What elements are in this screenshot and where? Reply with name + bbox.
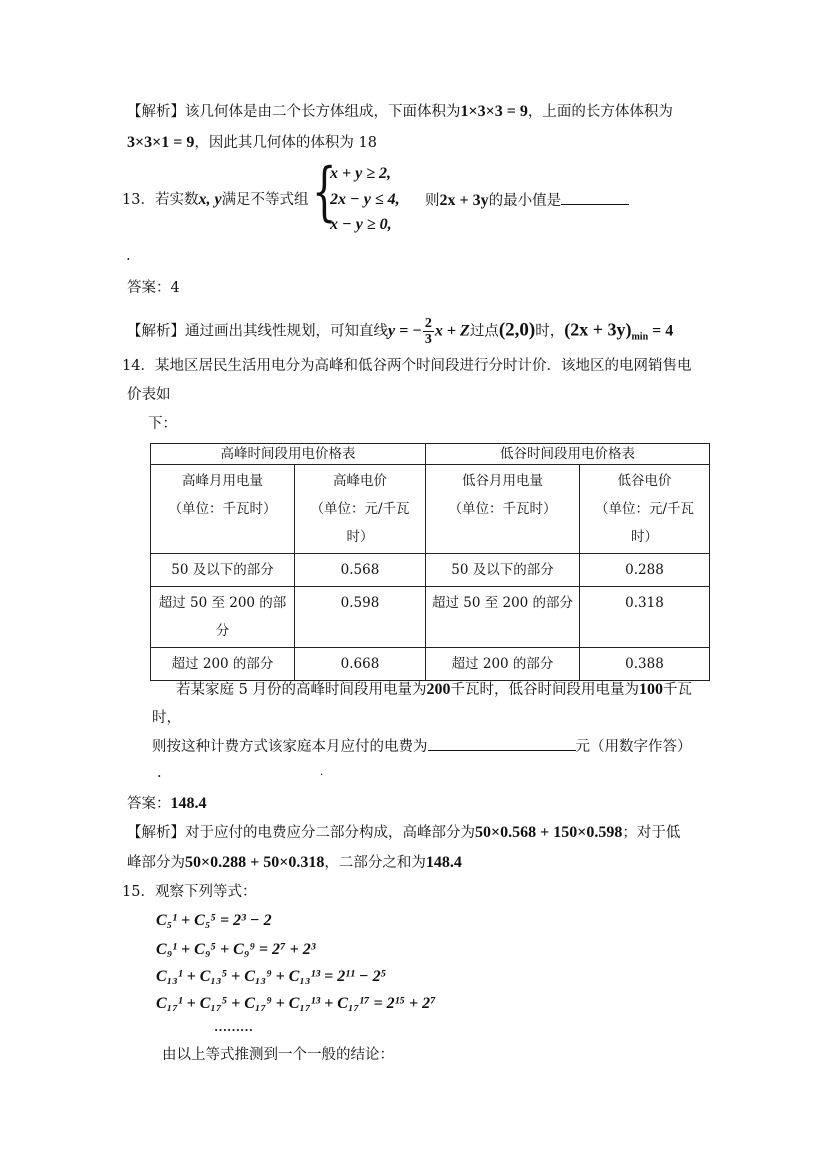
table-row bbox=[151, 587, 710, 648]
peak-price-cell: 0.568 bbox=[295, 554, 426, 587]
q13-text-d: 的最小值是 bbox=[488, 193, 562, 209]
price-table bbox=[150, 443, 710, 681]
analysis-tag: 【解析】 bbox=[127, 104, 185, 120]
q13-system-row3: x − y ≥ 0, bbox=[330, 216, 392, 233]
q14-analysis-line1 bbox=[127, 823, 680, 843]
q14-ask-a: 则按这种计费方式该家庭本月应付的电费为 bbox=[152, 739, 428, 755]
q14-intro-line2: 价表如 bbox=[127, 387, 171, 403]
header-line: （单位：元/千瓦 bbox=[310, 501, 410, 517]
q12-text-b: ，上面的长方体体积为 bbox=[527, 104, 673, 120]
q13-number: 13． bbox=[122, 192, 155, 208]
q14-condition-line1 bbox=[176, 680, 692, 700]
q12-analysis-line1 bbox=[127, 102, 673, 122]
q14-dot2: . bbox=[320, 767, 324, 778]
q15-intro-text: 观察下列等式： bbox=[154, 884, 257, 900]
q15-conclusion: 由以上等式推测到一个一般的结论： bbox=[162, 1047, 394, 1063]
table-title-row bbox=[151, 444, 710, 465]
header-line: 时） bbox=[346, 529, 374, 545]
q14-peak-expr: 50×0.568 + 150×0.598 bbox=[475, 824, 623, 841]
q13-min-expr: (2x + 3y) bbox=[564, 319, 632, 340]
header-valley-price bbox=[580, 465, 710, 554]
q14-cond-valley: 100 bbox=[638, 681, 663, 698]
q15-intro bbox=[122, 882, 256, 902]
header-peak-usage bbox=[151, 465, 295, 554]
q13-line-lhs: y = − bbox=[388, 322, 422, 340]
header-line: 低谷月用电量 bbox=[462, 473, 543, 489]
valley-range-cell: 50 及以下的部分 bbox=[426, 554, 580, 587]
peak-price-cell: 0.668 bbox=[295, 648, 426, 681]
table-row bbox=[151, 554, 710, 587]
q14-cond-peak: 200 bbox=[426, 681, 451, 698]
q14-analysis-b: ；对于低 bbox=[622, 825, 681, 841]
q13-line-rhs: x + Z bbox=[434, 322, 470, 340]
q14-answer-tag: 答案： bbox=[127, 796, 171, 812]
header-line: 高峰电价 bbox=[333, 473, 387, 489]
q13-answer: 答案：4 bbox=[127, 280, 180, 296]
valley-price-cell: 0.318 bbox=[580, 587, 710, 648]
q14-cond-c: 千瓦 bbox=[662, 682, 692, 698]
header-line: （单位：千瓦时） bbox=[168, 501, 277, 517]
q14-analysis-line2 bbox=[127, 853, 462, 873]
q14-sum: 148.4 bbox=[425, 854, 462, 871]
q14-ask-b: 元（用数字作答） bbox=[575, 739, 692, 755]
fraction-denominator: 3 bbox=[424, 332, 432, 347]
q14-analysis-d: ，二部分之和为 bbox=[324, 855, 426, 871]
q13-stem-tail bbox=[425, 190, 629, 211]
q15-equation-4: C₁₇¹ + C₁₇⁵ + C₁₇⁹ + C₁₇¹³ + C₁₇¹⁷ = 2¹⁵ + 2⁷ bbox=[156, 995, 436, 1012]
header-line: 时） bbox=[631, 529, 658, 545]
q14-analysis-c: 峰部分为 bbox=[127, 855, 185, 871]
q13-analysis-b: 过点 bbox=[469, 323, 499, 340]
fraction-numerator: 2 bbox=[424, 316, 432, 331]
q14-cond-a: 若某家庭 5 月份的高峰时间段用电量为 bbox=[176, 682, 427, 698]
q13-text-c: 则 bbox=[425, 193, 440, 209]
q14-answer-blank bbox=[428, 736, 576, 751]
peak-range-cell bbox=[151, 587, 295, 648]
q13-stem bbox=[122, 190, 309, 210]
q13-vars: x, y bbox=[198, 191, 222, 208]
header-line: （单位：元/千瓦 bbox=[594, 501, 695, 517]
header-line: 低谷电价 bbox=[617, 473, 672, 489]
q13-fraction bbox=[423, 316, 434, 347]
q12-expr-b: 3×3×1 = 9 bbox=[127, 134, 195, 151]
peak-price-cell: 0.598 bbox=[295, 587, 426, 648]
header-line: 高峰月用电量 bbox=[182, 473, 263, 489]
q13-text-b: 满足不等式组 bbox=[221, 192, 309, 208]
q13-dot: . bbox=[126, 248, 131, 264]
q14-dot1: . bbox=[157, 765, 162, 781]
q13-min-val: = 4 bbox=[648, 322, 674, 340]
q14-condition-line2: 时， bbox=[152, 710, 181, 726]
q14-valley-expr: 50×0.288 + 50×0.318 bbox=[185, 854, 325, 871]
header-valley-usage bbox=[426, 465, 580, 554]
q13-min-sub: min bbox=[631, 331, 649, 343]
analysis-tag: 【解析】 bbox=[127, 825, 185, 841]
q13-point: (2,0) bbox=[498, 319, 536, 341]
valley-range-cell: 超过 50 至 200 的部分 bbox=[426, 587, 580, 648]
valley-range-cell: 超过 200 的部分 bbox=[426, 648, 580, 681]
q14-intro1: 某地区居民生活用电分为高峰和低谷两个时间段进行分时计价．该地区的电网销售电 bbox=[154, 358, 692, 374]
peak-table-title: 高峰时间段用电价格表 bbox=[151, 444, 426, 465]
q15-equation-3: C₁₃¹ + C₁₃⁵ + C₁₃⁹ + C₁₃¹³ = 2¹¹ − 2⁵ bbox=[156, 968, 387, 985]
q14-intro-line1 bbox=[122, 356, 691, 376]
cell-line: 分 bbox=[215, 623, 230, 639]
peak-range-cell: 50 及以下的部分 bbox=[151, 554, 295, 587]
q13-target: 2x + 3y bbox=[439, 192, 489, 209]
q13-analysis-c: 时， bbox=[535, 323, 565, 340]
q15-ellipsis: ……… bbox=[214, 1019, 253, 1034]
header-peak-price bbox=[295, 465, 426, 554]
peak-range-cell: 超过 200 的部分 bbox=[151, 648, 295, 681]
q13-analysis-a: 通过画出其线性规划，可知直线 bbox=[185, 323, 388, 340]
table-header-row bbox=[151, 465, 710, 554]
q14-intro-line3: 下： bbox=[148, 416, 177, 432]
valley-price-cell: 0.288 bbox=[580, 554, 710, 587]
valley-table-title: 低谷时间段用电价格表 bbox=[426, 444, 710, 465]
q14-question bbox=[152, 736, 692, 757]
q14-number: 14． bbox=[122, 358, 155, 374]
q13-answer-blank bbox=[561, 190, 629, 205]
q14-answer bbox=[127, 794, 207, 814]
q12-expr-a: 1×3×3 = 9 bbox=[460, 103, 528, 120]
q14-answer-value: 148.4 bbox=[170, 795, 207, 812]
analysis-tag: 【解析】 bbox=[127, 323, 185, 340]
system-brace: { bbox=[312, 155, 337, 229]
q14-analysis-a: 对于应付的电费应分二部分构成，高峰部分为 bbox=[185, 825, 475, 841]
table-row bbox=[151, 648, 710, 681]
q13-system-row1: x + y ≥ 2, bbox=[330, 165, 391, 182]
q15-number: 15． bbox=[122, 884, 155, 900]
cell-line: 超过 50 至 200 的部 bbox=[158, 595, 287, 611]
q12-analysis-line2 bbox=[127, 133, 377, 153]
q12-text-c: ，因此其几何体的体积为 18 bbox=[194, 135, 377, 151]
q15-equation-1: C₅¹ + C₅⁵ = 2³ − 2 bbox=[156, 912, 272, 929]
q12-text-a: 该几何体是由二个长方体组成，下面体积为 bbox=[185, 104, 461, 120]
q14-cond-b: 千瓦时，低谷时间段用电量为 bbox=[450, 682, 639, 698]
header-line: （单位：千瓦时） bbox=[448, 501, 557, 517]
q15-equation-2: C₉¹ + C₉⁵ + C₉⁹ = 2⁷ + 2³ bbox=[156, 941, 316, 958]
q13-system-row2: 2x − y ≤ 4, bbox=[330, 191, 400, 208]
q13-text-a: 若实数 bbox=[154, 192, 199, 208]
valley-price-cell: 0.388 bbox=[580, 648, 710, 681]
q13-analysis bbox=[127, 316, 673, 347]
